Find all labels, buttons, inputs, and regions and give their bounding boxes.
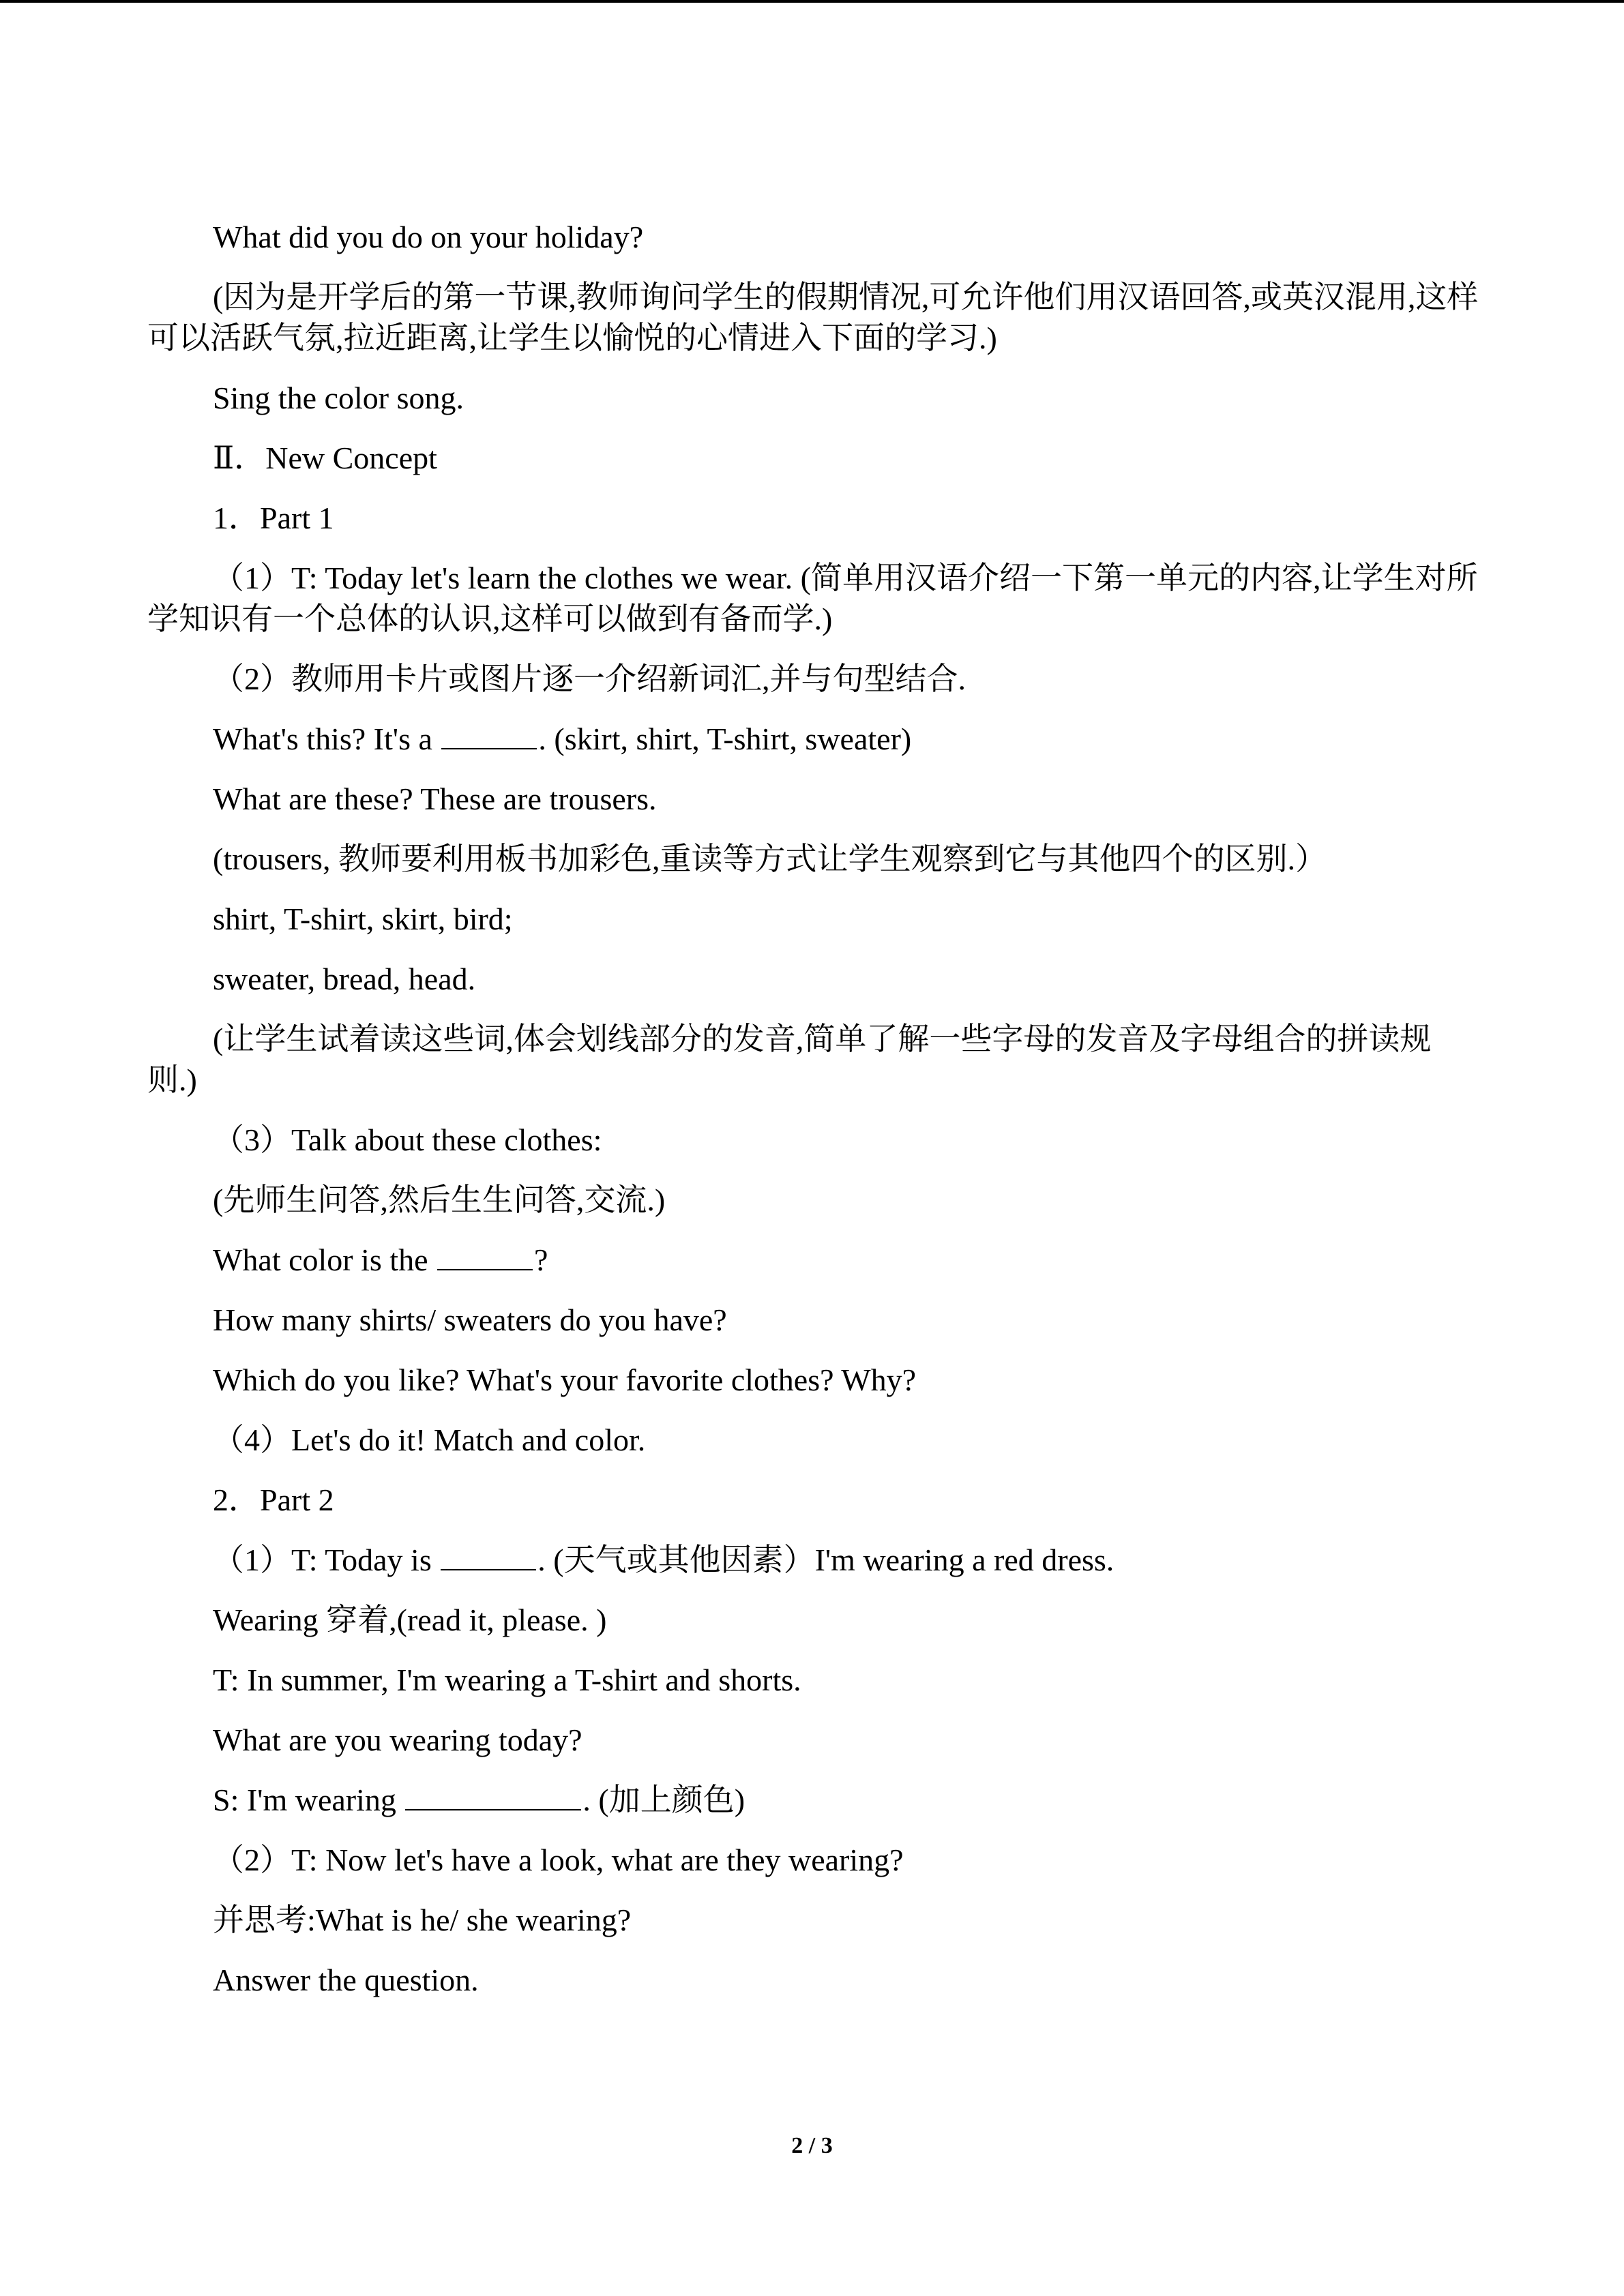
text-line: （4）Let's do it! Match and color. <box>213 1422 646 1457</box>
text-line: Answer the question. <box>213 1963 479 1997</box>
text-segment: ? <box>534 1242 548 1277</box>
fill-in-blank <box>441 721 537 749</box>
top-border-line <box>0 0 1624 3</box>
text-line: Which do you like? What's your favorite clothes? Why? <box>213 1362 917 1397</box>
text-paragraph: （1）T: Today let's learn the clothes we wear. (简单用汉语介绍一下第一单元的内容,让学生对所学知识有一个总体的认识,这样可以做到有备而学.) <box>147 561 1478 636</box>
fill-in-blank <box>405 1782 581 1810</box>
text-line: （3）Talk about these clothes: <box>213 1122 602 1157</box>
page-number: 2 / 3 <box>791 2133 833 2158</box>
text-segment: What's this? It's a <box>213 721 432 756</box>
text-line: How many shirts/ sweaters do you have? <box>213 1302 727 1337</box>
subsection-heading: 1．Part 1 <box>213 501 334 535</box>
text-line: sweater, bread, head. <box>213 961 476 996</box>
text-segment: What color is the <box>213 1242 428 1277</box>
text-line: (trousers, 教师要利用板书加彩色,重读等方式让学生观察到它与其他四个的区别.） <box>213 841 1327 876</box>
text-segment: S: I'm wearing <box>213 1783 396 1817</box>
text-line: 并思考:What is he/ she wearing? <box>213 1903 632 1937</box>
text-line-with-blank <box>147 1540 1479 1581</box>
text-line: What are these? These are trousers. <box>213 781 657 816</box>
text-line-with-blank <box>147 1240 1479 1281</box>
text-paragraph: (因为是开学后的第一节课,教师询问学生的假期情况,可允许他们用汉语回答,或英汉混用,这样可以活跃气氛,拉近距离,让学生以愉悦的心情进入下面的学习.) <box>147 280 1479 355</box>
text-segment: . (加上颜色) <box>582 1783 745 1817</box>
fill-in-blank <box>441 1542 536 1570</box>
subsection-heading: 2．Part 2 <box>213 1482 334 1517</box>
text-line: （2）教师用卡片或图片逐一介绍新词汇,并与句型结合. <box>213 661 966 696</box>
section-heading: Ⅱ．New Concept <box>213 441 437 475</box>
text-line-with-blank <box>147 719 1479 760</box>
text-segment: （1）T: Today is <box>213 1542 432 1577</box>
text-line-with-blank <box>147 1780 1479 1821</box>
text-line: （2）T: Now let's have a look, what are they wearing? <box>213 1843 904 1877</box>
text-line: Wearing 穿着,(read it, please. ) <box>213 1602 607 1637</box>
text-line: What did you do on your holiday? <box>213 220 644 254</box>
text-paragraph: (让学生试着读这些词,体会划线部分的发音,简单了解一些字母的发音及字母组合的拼读规则.) <box>147 1022 1432 1097</box>
text-line: T: In summer, I'm wearing a T-shirt and shorts. <box>213 1663 801 1697</box>
document-body <box>147 217 1479 2020</box>
text-line: (先师生问答,然后生生问答,交流.) <box>213 1182 666 1217</box>
text-line: Sing the color song. <box>213 381 464 415</box>
text-segment: . (天气或其他因素）I'm wearing a red dress. <box>537 1542 1114 1577</box>
text-segment: . (skirt, shirt, T-shirt, sweater) <box>538 721 912 756</box>
fill-in-blank <box>437 1242 533 1270</box>
text-line: shirt, T-shirt, skirt, bird; <box>213 901 513 936</box>
text-line: What are you wearing today? <box>213 1723 582 1757</box>
